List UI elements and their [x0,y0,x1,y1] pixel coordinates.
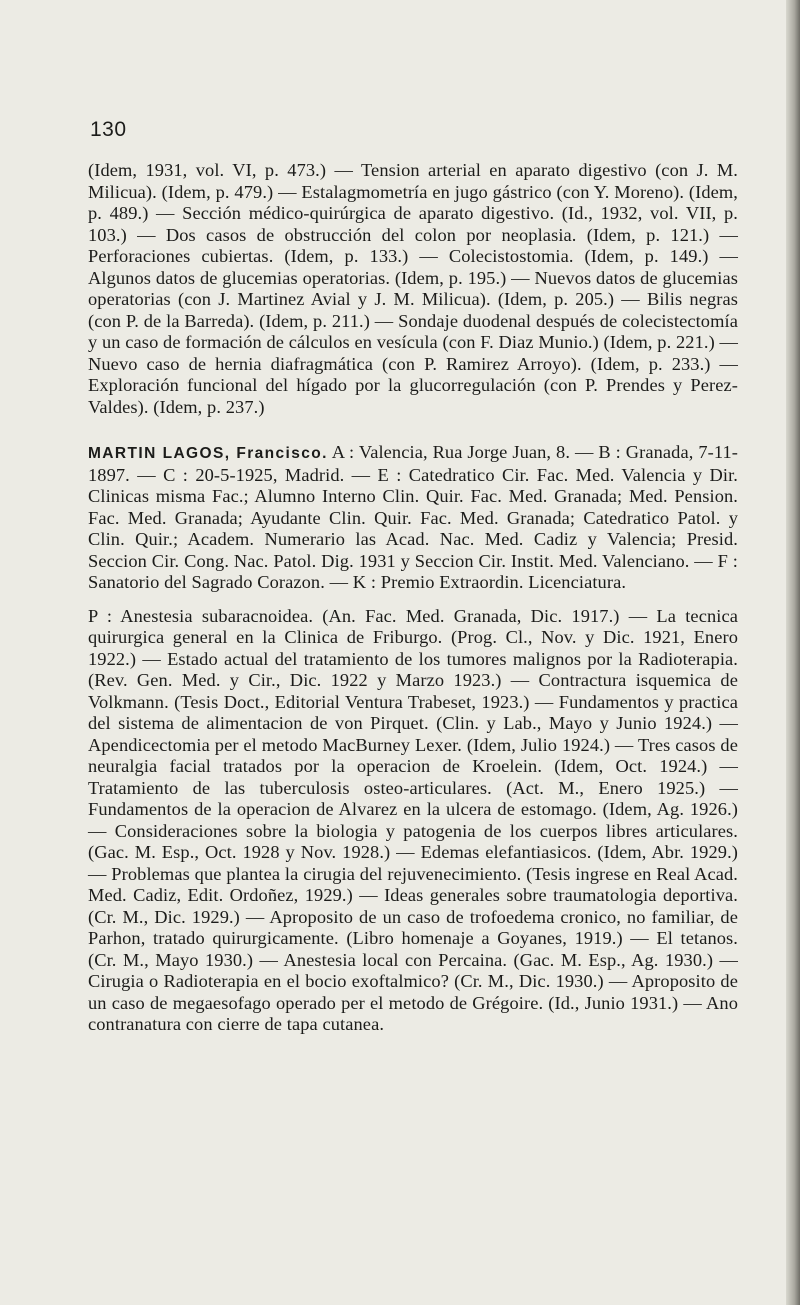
entry-publications: P : Anestesia subaracnoidea. (An. Fac. Med. Granada, Dic. 1917.) — La tecnica quirurgica general en la Clinica de Friburgo. (Prog. Cl., Nov. y Dic. 1921, Enero 1922.) — Estado actual del tratamiento de los tumores malignos por la Radioterapia. (Rev. Gen. Med. y Cir., Dic. 1922 y Marzo 1923.) — Contractura isquemica de Volkmann. (Tesis Doct., Editorial Ventura Trabeset, 1923.) — Fundamentos y practica del sistema de alimentacion de von Pirquet. (Clin. y Lab., Mayo y Junio 1924.) — Apendicectomia per el metodo MacBurney Lexer. (Idem, Julio 1924.) — Tres casos de neuralgia facial tratados por la operacion de Kroelein. (Idem, Oct. 1924.) — Tratamiento de las tuberculosis osteo-articulares. (Act. M., Enero 1925.) — Fundamentos de la operacion de Alvarez en la ulcera de estomago. (Idem, Ag. 1926.) — Consideraciones sobre la biologia y patogenia de los cuerpos libres articulares. (Gac. M. Esp., Oct. 1928 y Nov. 1928.) — Edemas elefantiasicos. (Idem, Abr. 1929.) — Problemas que plantea la cirugia del rejuvenecimiento. (Tesis ingrese en Real Acad. Med. Cadiz, Edit. Ordoñez, 1929.) — Ideas generales sobre traumatologia deportiva. (Cr. M., Dic. 1929.) — Aproposito de un caso de trofoedema cronico, no familiar, de Parhon, tratado quirurgicamente. (Libro homenaje a Goyanes, 1919.) — El tetanos. (Cr. M., Mayo 1930.) — Anestesia local con Percaina. (Gac. M. Esp., Ag. 1930.) — Cirugia o Radioterapia en el bocio exoftalmico? (Cr. M., Dic. 1930.) — Aproposito de un caso de megaesofago operado per el metodo de Grégoire. (Id., Junio 1931.) — Ano contranatura con cierre de tapa cutanea. [88,605,738,1034]
page-body [88,118,738,1036]
previous-entry-continuation: (Idem, 1931, vol. VI, p. 473.) — Tension arterial en aparato digestivo (con J. M. Milicua). (Idem, p. 479.) — Estalagmometría en jugo gástrico (con Y. Moreno). (Idem, p. 489.) — Sección médico-quirúrgica de aparato digestivo. (Id., 1932, vol. VII, p. 103.) — Dos casos de obstrucción del colon por neoplasia. (Idem, p. 121.) — Perforaciones cubiertas. (Idem, p. 133.) — Colecistostomia. (Idem, p. 149.) — Algunos datos de glucemias operatorias. (Idem, p. 195.) — Nuevos datos de glucemias operatorias (con J. Martinez Avial y J. M. Milicua). (Idem, p. 205.) — Bilis negras (con P. de la Barreda). (Idem, p. 211.) — Sondaje duodenal después de colecistectomía y un caso de formación de cálculos en vesícula (con F. Diaz Munio.) (Idem, p. 221.) — Nuevo caso de hernia diafragmática (con P. Ramirez Arroyo). (Idem, p. 233.) — Exploración funcional del hígado por la glucorregulación (con P. Prendes y Perez-Valdes). (Idem, p. 237.) [88,160,738,417]
entry-biography: A : Valencia, Rua Jorge Juan, 8. — B : Granada, 7-11-1897. — C : 20-5-1925, Madrid. — E : Catedratico Cir. Fac. Med. Valencia y Dir. Clinicas misma Fac.; Alumno Interno Clin. Quir. Fac. Med. Granada; Med. Pension. Fac. Med. Granada; Ayudante Clin. Quir. Fac. Med. Granada; Catedratico Patol. y Clin. Quir.; Academ. Numerario las Acad. Nac. Med. Cadiz y Valencia; Presid. Seccion Cir. Cong. Nac. Patol. Dig. 1931 y Seccion Cir. Instit. Med. Valenciano. — F : Sanatorio del Sagrado Corazon. — K : Premio Extraordin. Licenciatura. [88,442,738,592]
page-number: 130 [90,118,127,141]
page-edge [786,0,800,1305]
entry-name: MARTIN LAGOS, Francisco. [88,445,328,462]
biography-entry [88,442,738,594]
